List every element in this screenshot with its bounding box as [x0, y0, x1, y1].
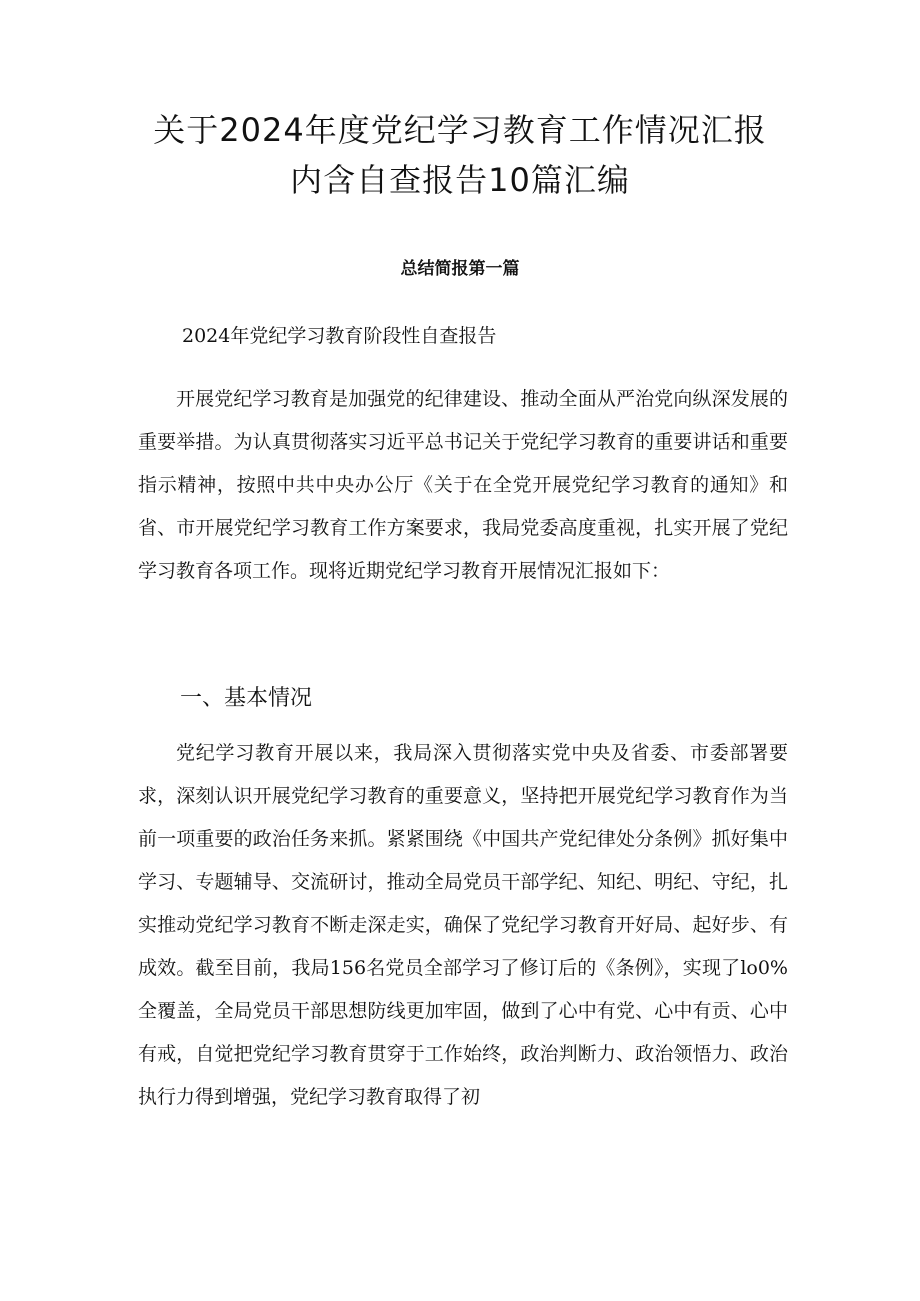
- section-heading-basic-situation: 一、基本情况: [180, 686, 313, 711]
- section-label: 总结简报第一篇: [400, 259, 520, 279]
- report-subtitle: 2024年党纪学习教育阶段性自查报告: [182, 325, 497, 347]
- paragraph-basic-situation: 党纪学习教育开展以来，我局深入贯彻落实党中央及省委、市委部署要求，深刻认识开展党纪学习教育的重要意义，坚持把开展党纪学习教育作为当前一项重要的政治任务来抓。紧紧围绕《中国共产党纪律处分条例》抓好集中学习、专题辅导、交流研讨，推动全局党员干部学纪、知纪、明纪、守纪，扎实推动党纪学习教育不断走深走实，确保了党纪学习教育开好局、起好步、有成效。截至目前，我局156名党员全部学习了修订后的《条例》，实现了lo0%全覆盖，全局党员干部思想防线更加牢固，做到了心中有党、心中有贡、心中有戒，自觉把党纪学习教育贯穿于工作始终，政治判断力、政治领悟力、政治执行力得到增强，党纪学习教育取得了初: [138, 742, 788, 1108]
- document-title-line-2: 内含自查报告10篇汇编: [290, 161, 630, 199]
- document-title-line-1: 关于2024年度党纪学习教育工作情况汇报: [153, 111, 767, 149]
- paragraph-intro: 开展党纪学习教育是加强党的纪律建设、推动全面从严治党向纵深发展的重要举措。为认真贯彻落实习近平总书记关于党纪学习教育的重要讲话和重要指示精神，按照中共中央办公厅《关于在全党开展党纪学习教育的通知》和省、市开展党纪学习教育工作方案要求，我局党委高度重视，扎实开展了党纪学习教育各项工作。现将近期党纪学习教育开展情况汇报如下：: [138, 388, 788, 582]
